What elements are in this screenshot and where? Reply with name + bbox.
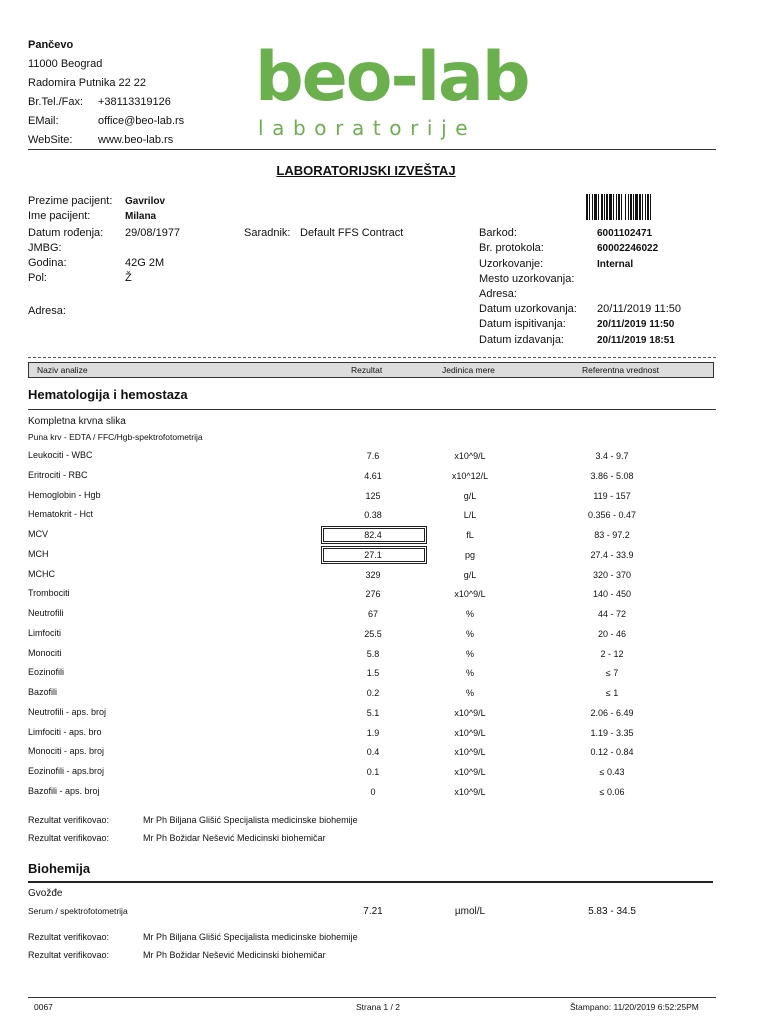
analysis-result: 329 <box>365 570 381 580</box>
analysis-result: 125 <box>365 491 381 501</box>
analysis-result: 1.5 <box>366 668 380 678</box>
analysis-result: 276 <box>365 589 381 599</box>
analysis-unit: x10^9/L <box>454 767 486 777</box>
protocol-value: 60002246022 <box>597 243 659 254</box>
analysis-ref: 0.356 - 0.47 <box>587 510 637 520</box>
verified-label: Rezultat verifikovao: <box>28 950 110 960</box>
test-date-label: Datum ispitivanja: <box>479 318 566 330</box>
analysis-ref: 119 - 157 <box>593 491 631 501</box>
analysis-result: 0.4 <box>366 747 380 757</box>
email-label: EMail: <box>28 115 59 127</box>
verified-label: Rezultat verifikovao: <box>28 833 110 843</box>
tel-label: Br.Tel./Fax: <box>28 96 84 108</box>
method-label: Serum / spektrofotometrija <box>28 906 128 916</box>
lab-tel-row <box>28 93 184 112</box>
method-label: Puna krv - EDTA / FFC/Hgb-spektrofotometrija <box>28 432 203 442</box>
analysis-name: Limfociti <box>28 628 62 638</box>
analysis-ref: 2.06 - 6.49 <box>590 708 634 718</box>
logo-subtitle: laboratorije <box>258 116 477 140</box>
barcode-value: 6001102471 <box>597 228 653 239</box>
analysis-name: Eritrociti - RBC <box>28 470 88 480</box>
page-number: Strana 1 / 2 <box>356 1002 400 1012</box>
patient-age: 42G 2M <box>125 257 165 269</box>
iron-unit: µmol/L <box>454 906 486 917</box>
analysis-name: Hemoglobin - Hgb <box>28 490 101 500</box>
analysis-result: 25.5 <box>364 629 382 639</box>
analysis-result: 1.9 <box>366 728 380 738</box>
patient-address-label: Adresa: <box>28 305 66 317</box>
analysis-ref: 320 - 370 <box>592 570 632 580</box>
analysis-name: Hematokrit - Hct <box>28 509 94 519</box>
analysis-ref: 1.19 - 3.35 <box>590 728 634 738</box>
analysis-result: 0.2 <box>366 688 380 698</box>
verified-label: Rezultat verifikovao: <box>28 932 110 942</box>
col-result: Rezultat <box>351 365 383 375</box>
dashed-divider <box>28 357 716 358</box>
analysis-result: 27.1 <box>364 550 382 560</box>
beo-lab-logo: beo-lab <box>255 38 529 117</box>
analysis-name: MCHC <box>28 569 55 579</box>
analysis-ref: ≤ 0.06 <box>599 787 625 797</box>
lab-street: Radomira Putnika 22 22 <box>28 77 147 89</box>
analysis-name: Trombociti <box>28 588 70 598</box>
partner-value: Default FFS Contract <box>300 227 404 239</box>
analysis-ref: ≤ 1 <box>605 688 619 698</box>
analysis-unit: L/L <box>463 510 477 520</box>
iron-result: 7.21 <box>363 906 383 917</box>
section-title-biochemistry: Biohemija <box>28 861 91 876</box>
web-label: WebSite: <box>28 134 73 146</box>
patient-dob: 29/08/1977 <box>125 227 181 239</box>
patient-sex: Ž <box>125 272 132 284</box>
analysis-result: 7.6 <box>366 451 380 461</box>
printed-timestamp: Štampano: 11/20/2019 6:52:25PM <box>570 1002 699 1012</box>
barcode-label: Barkod: <box>479 227 517 239</box>
group-label: Kompletna krvna slika <box>28 416 126 427</box>
analysis-unit: x10^9/L <box>454 708 486 718</box>
patient-name-label: Ime pacijent: <box>28 210 91 222</box>
patient-surname-label: Prezime pacijent: <box>28 195 113 207</box>
sampling-value: Internal <box>597 259 634 270</box>
analysis-result: 4.61 <box>364 471 382 481</box>
analysis-name: MCV <box>28 529 48 539</box>
lab-postal: 11000 Beograd <box>28 58 103 70</box>
analysis-ref: 3.4 - 9.7 <box>595 451 629 461</box>
analysis-name: Neutrofili - aps. broj <box>28 707 107 717</box>
analysis-unit: % <box>465 649 474 659</box>
analysis-ref: 2 - 12 <box>600 649 624 659</box>
section-divider <box>28 409 716 410</box>
verified-label: Rezultat verifikovao: <box>28 815 110 825</box>
analysis-name: MCH <box>28 549 49 559</box>
verifier: Mr Ph Biljana Glišić Specijalista medicinske biohemije <box>143 932 358 942</box>
analysis-ref: 0.12 - 0.84 <box>590 747 634 757</box>
analysis-name: Limfociti - aps. bro <box>28 727 102 737</box>
results-column-header <box>28 362 714 378</box>
verifier: Mr Ph Biljana Glišić Specijalista medicinske biohemije <box>143 815 358 825</box>
analysis-unit: x10^12/L <box>451 471 489 481</box>
analysis-unit: % <box>465 609 474 619</box>
flag-box-mch <box>321 546 427 564</box>
patient-dob-label: Datum rođenja: <box>28 227 104 239</box>
iron-ref: 5.83 - 34.5 <box>588 906 636 917</box>
patient-surname: Gavrilov <box>125 196 166 207</box>
sampling-date-label: Datum uzorkovanja: <box>479 303 577 315</box>
analysis-ref: 140 - 450 <box>592 589 632 599</box>
analysis-ref: ≤ 0.43 <box>599 767 625 777</box>
verifier: Mr Ph Božidar Nešević Medicinski biohemičar <box>143 833 326 843</box>
analysis-name: Monociti <box>28 648 62 658</box>
test-date: 20/11/2019 11:50 <box>597 319 675 330</box>
barcode-image <box>586 194 674 220</box>
lab-city: Pančevo <box>28 39 74 51</box>
analysis-result: 67 <box>367 609 378 619</box>
analysis-unit: x10^9/L <box>454 451 486 461</box>
footer-divider <box>28 997 716 998</box>
report-title: LABORATORIJSKI IZVEŠTAJ <box>276 163 456 178</box>
footer-code: 0067 <box>34 1002 53 1012</box>
analysis-name: Bazofili <box>28 687 58 697</box>
analysis-ref: ≤ 7 <box>605 668 619 678</box>
sampling-label: Uzorkovanje: <box>479 258 544 270</box>
patient-name: Milana <box>125 211 157 222</box>
issue-date-label: Datum izdavanja: <box>479 334 564 346</box>
analysis-unit: % <box>465 629 474 639</box>
sampling-date: 20/11/2019 11:50 <box>597 303 682 315</box>
patient-age-label: Godina: <box>28 257 67 269</box>
analysis-result: 0.1 <box>366 767 380 777</box>
tel-value: +38113319126 <box>98 96 171 108</box>
sampling-place-label: Mesto uzorkovanja: <box>479 273 575 285</box>
analysis-ref: 27.4 - 33.9 <box>590 550 634 560</box>
analysis-result: 5.8 <box>366 649 380 659</box>
header-divider <box>28 149 716 150</box>
analysis-ref: 83 - 97.2 <box>594 530 630 540</box>
analysis-unit: x10^9/L <box>454 747 486 757</box>
analysis-unit: x10^9/L <box>454 787 486 797</box>
analysis-name: Leukociti - WBC <box>28 450 93 460</box>
lab-email-row <box>28 112 184 131</box>
analysis-ref: 3.86 - 5.08 <box>590 471 634 481</box>
analysis-unit: % <box>465 668 474 678</box>
protocol-label: Br. protokola: <box>479 242 544 254</box>
patient-sex-label: Pol: <box>28 272 47 284</box>
email-value[interactable]: office@beo-lab.rs <box>98 115 185 127</box>
col-ref: Referentna vrednost <box>582 365 660 375</box>
col-unit: Jedinica mere <box>442 365 495 375</box>
analysis-name: Eozinofili <box>28 667 65 677</box>
analysis-unit: pg <box>464 550 475 560</box>
web-value[interactable]: www.beo-lab.rs <box>98 134 174 146</box>
partner-label: Saradnik: <box>244 227 291 239</box>
analysis-name: Monociti - aps. broj <box>28 746 105 756</box>
analysis-unit: g/L <box>463 491 477 501</box>
analysis-unit: g/L <box>463 570 477 580</box>
lab-contact <box>28 36 184 150</box>
analysis-name: Eozinofili - aps.broj <box>28 766 105 776</box>
flag-box-mcv <box>321 526 427 544</box>
analysis-ref: 44 - 72 <box>597 609 627 619</box>
analysis-result: 5.1 <box>366 708 380 718</box>
sample-address-label: Adresa: <box>479 288 517 300</box>
section-title-hematology: Hematologija i hemostaza <box>28 387 188 402</box>
patient-jmbg-label: JMBG: <box>28 242 62 254</box>
lab-web-row <box>28 131 184 150</box>
analysis-unit: x10^9/L <box>454 589 486 599</box>
analysis-ref: 20 - 46 <box>597 629 627 639</box>
analysis-result: 0 <box>370 787 376 797</box>
col-name: Naziv analize <box>37 365 88 375</box>
issue-date: 20/11/2019 18:51 <box>597 335 675 346</box>
analysis-result: 82.4 <box>364 530 382 540</box>
analysis-unit: fL <box>466 530 474 540</box>
analysis-result: 0.38 <box>364 510 382 520</box>
analysis-name: Bazofili - aps. broj <box>28 786 100 796</box>
analysis-name: Neutrofili <box>28 608 64 618</box>
analysis-unit: x10^9/L <box>454 728 486 738</box>
verifier: Mr Ph Božidar Nešević Medicinski biohemičar <box>143 950 326 960</box>
section-divider <box>28 881 713 883</box>
group-label: Gvožđe <box>28 888 63 899</box>
analysis-unit: % <box>465 688 474 698</box>
